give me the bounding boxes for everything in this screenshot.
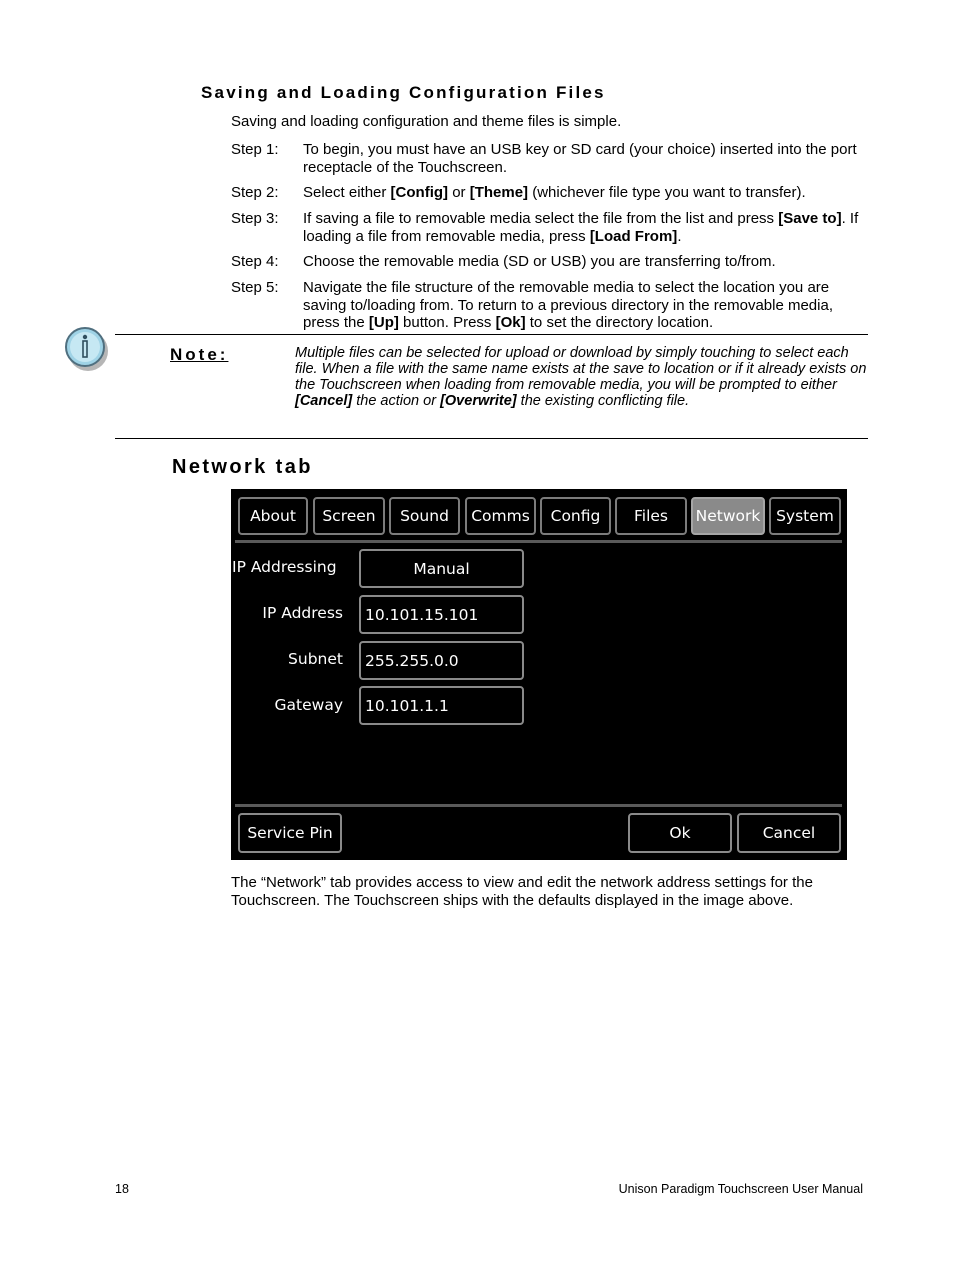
ip-address-field[interactable]: 10.101.15.101 xyxy=(359,595,524,634)
intro-text: Saving and loading configuration and theme files is simple. xyxy=(231,113,622,130)
gateway-field[interactable]: 10.101.1.1 xyxy=(359,686,524,725)
footer-divider xyxy=(235,804,842,807)
tab-comms[interactable]: Comms xyxy=(465,497,536,535)
step-text: Navigate the file structure of the removable media to select the location you are saving to/loading from. To return to a previous directory in the removable media, press the [Up] button. Press [Ok] to set the directory location. xyxy=(303,279,833,331)
step-label: Step 1: xyxy=(231,141,279,158)
ip-address-label: IP Address xyxy=(262,604,343,622)
ip-addressing-label: IP Addressing xyxy=(232,558,337,576)
step-label: Step 5: xyxy=(231,279,279,296)
subnet-label: Subnet xyxy=(288,650,343,668)
step-label: Step 4: xyxy=(231,253,279,270)
step-text: Select either [Config] or [Theme] (whichever file type you want to transfer). xyxy=(303,184,806,201)
screenshot-caption: The “Network” tab provides access to view and edit the network address settings for the Touchscreen. The Touchscreen ships with the defaults displayed in the image above. xyxy=(231,874,813,909)
gateway-label: Gateway xyxy=(274,696,343,714)
tab-screen[interactable]: Screen xyxy=(313,497,385,535)
note-top-rule xyxy=(115,334,868,335)
info-icon xyxy=(62,325,110,373)
section-heading: Saving and Loading Configuration Files xyxy=(201,83,606,102)
manual-title: Unison Paradigm Touchscreen User Manual xyxy=(618,1182,863,1196)
cancel-button[interactable]: Cancel xyxy=(737,813,841,853)
network-screenshot xyxy=(231,489,847,860)
ok-button[interactable]: Ok xyxy=(628,813,732,853)
note-label: Note: xyxy=(170,345,229,364)
note-text: Multiple files can be selected for upload or download by simply touching to select each file. When a file with the same name exists at the save to location or if it already exists on the Touchscreen when loading from removable media, you will be prompted to either [Cancel] the action or [Overwrite] the existing conflicting file. xyxy=(295,345,867,409)
service-pin-button[interactable]: Service Pin xyxy=(238,813,342,853)
tab-about[interactable]: About xyxy=(238,497,308,535)
tab-divider xyxy=(235,540,842,543)
step-text: If saving a file to removable media select the file from the list and press [Save to]. If loading a file from removable media, press [Load From]. xyxy=(303,210,859,245)
step-label: Step 3: xyxy=(231,210,279,227)
network-tab-heading: Network tab xyxy=(172,456,313,478)
page-number: 18 xyxy=(115,1182,129,1196)
step-label: Step 2: xyxy=(231,184,279,201)
tab-config[interactable]: Config xyxy=(540,497,611,535)
subnet-field[interactable]: 255.255.0.0 xyxy=(359,641,524,680)
ip-addressing-button[interactable]: Manual xyxy=(359,549,524,588)
step-text: Choose the removable media (SD or USB) you are transferring to/from. xyxy=(303,253,776,270)
note-bottom-rule xyxy=(115,438,868,439)
tab-sound[interactable]: Sound xyxy=(389,497,460,535)
tab-system[interactable]: System xyxy=(769,497,841,535)
step-text: To begin, you must have an USB key or SD card (your choice) inserted into the port receptacle of the Touchscreen. xyxy=(303,141,857,176)
tab-network[interactable]: Network xyxy=(691,497,765,535)
tab-files[interactable]: Files xyxy=(615,497,687,535)
